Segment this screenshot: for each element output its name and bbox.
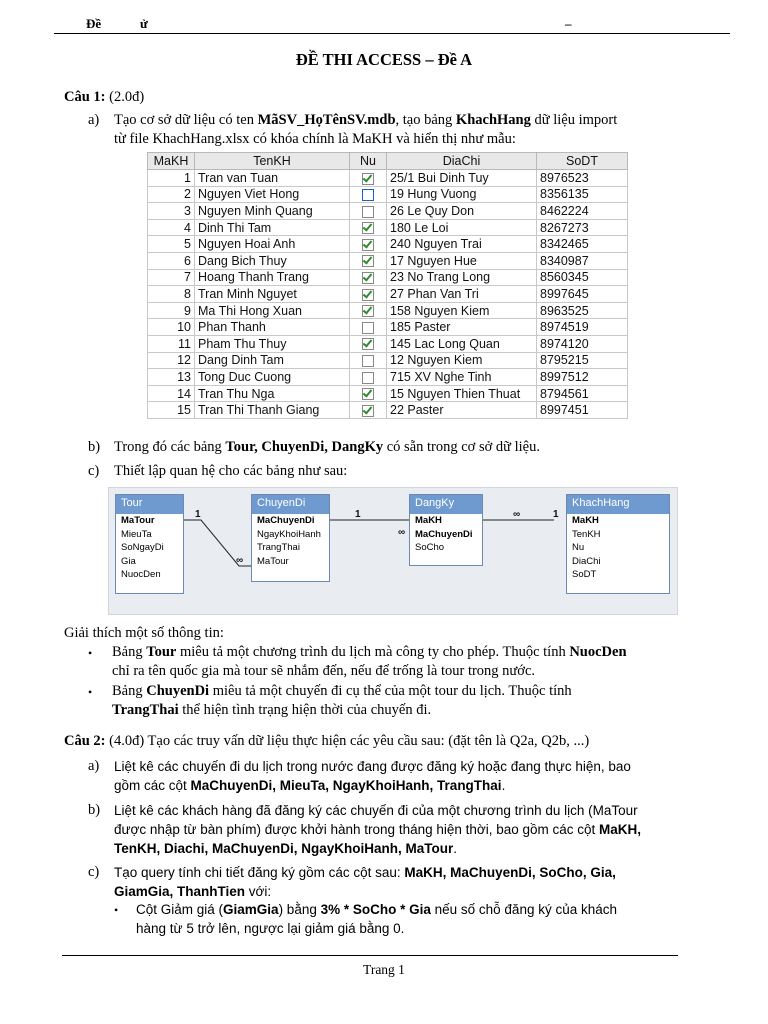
cell-nu[interactable] <box>350 335 387 352</box>
header-left: Đề <box>86 16 102 31</box>
cell-makh[interactable]: 12 <box>148 352 195 369</box>
relationship-diagram <box>108 487 678 615</box>
q2a-line2 <box>114 776 505 795</box>
table-row[interactable] <box>148 302 628 319</box>
diagram-field: MaTour <box>121 515 155 526</box>
footer-divider <box>62 955 678 956</box>
table-row[interactable] <box>148 369 628 386</box>
cell-makh[interactable]: 3 <box>148 203 195 220</box>
q2c-sub-line2: hàng từ 5 trở lên, ngược lại giảm giá bằng 0. <box>136 921 405 936</box>
q2a-line1: Liệt kê các chuyến đi du lịch trong nước đang được đăng ký hoặc đang thực hiện, bao <box>114 759 631 774</box>
q1c-letter: c) <box>88 463 100 479</box>
cell-diachi[interactable]: 19 Hung Vuong <box>387 186 537 203</box>
cell-diachi[interactable]: 158 Nguyen Kiem <box>387 302 537 319</box>
nu-checkbox[interactable] <box>362 338 374 350</box>
cell-tenkh[interactable]: Tran Thu Nga <box>195 385 350 402</box>
tour-title: Tour <box>116 495 183 514</box>
diagram-table-tour[interactable] <box>115 494 184 594</box>
diagram-field: MaKH <box>572 515 599 526</box>
cell-nu[interactable] <box>350 286 387 303</box>
q2c-t2: với: <box>245 884 272 899</box>
q2c-sub-line1 <box>136 900 617 919</box>
cell-sodt[interactable]: 8462224 <box>537 203 628 220</box>
cell-sodt[interactable]: 8795215 <box>537 352 628 369</box>
q1b-text <box>114 438 540 457</box>
cell-tenkh[interactable]: Dang Dinh Tam <box>195 352 350 369</box>
q2b-line1: Liệt kê các khách hàng đã đăng ký các chuyến đi của một chương trình du lịch (MaTour <box>114 803 638 818</box>
diagram-field: DiaChi <box>572 555 601 567</box>
q2c-t1: Tạo query tính chi tiết đăng ký gồm các cột sau: <box>114 865 405 880</box>
explain-1-t1: Bảng <box>112 644 147 660</box>
table-header-row <box>148 153 628 170</box>
cell-tenkh[interactable]: Phan Thanh <box>195 319 350 336</box>
q2c-sub-formula: 3% * SoCho * Gia <box>320 902 431 917</box>
cell-tenkh[interactable]: Nguyen Minh Quang <box>195 203 350 220</box>
diagram-field: NgayKhoiHanh <box>257 528 321 540</box>
cell-diachi[interactable]: 22 Paster <box>387 402 537 419</box>
diagram-field: MieuTa <box>121 528 152 540</box>
q1-heading <box>64 88 144 107</box>
q1a-db-name: MãSV_HọTênSV.mdb <box>257 112 396 128</box>
cell-makh[interactable]: 11 <box>148 335 195 352</box>
explain-1-tour: Tour <box>146 644 177 660</box>
cell-diachi[interactable]: 27 Phan Van Tri <box>387 286 537 303</box>
q1b-letter: b) <box>88 439 101 455</box>
cell-makh[interactable]: 2 <box>148 186 195 203</box>
diagram-field: SoNgayDi <box>121 542 164 553</box>
cell-tenkh[interactable]: Dinh Thi Tam <box>195 219 350 236</box>
q2c-line1 <box>114 863 616 882</box>
cell-makh[interactable]: 9 <box>148 302 195 319</box>
table-row[interactable] <box>148 385 628 402</box>
cell-nu[interactable] <box>350 369 387 386</box>
header-divider <box>54 33 730 34</box>
cell-sodt[interactable]: 8997645 <box>537 286 628 303</box>
cell-diachi[interactable]: 23 No Trang Long <box>387 269 537 286</box>
table-row[interactable] <box>148 219 628 236</box>
nu-checkbox[interactable] <box>362 239 374 251</box>
q2c-sub-giamgia: GiamGia <box>223 902 279 917</box>
diagram-field: MaTour <box>257 555 289 567</box>
nu-checkbox[interactable] <box>362 189 374 201</box>
nu-checkbox[interactable] <box>362 222 374 234</box>
col-tenkh[interactable]: TenKH <box>195 153 350 170</box>
cell-makh[interactable]: 14 <box>148 385 195 402</box>
q2b-t2: được nhập từ bàn phím) được khởi hành trong tháng hiện thời, bao gồm các cột <box>114 822 600 837</box>
cell-makh[interactable]: 10 <box>148 319 195 336</box>
table-row[interactable] <box>148 236 628 253</box>
khachhang-table <box>147 152 628 419</box>
q2a-letter: a) <box>88 758 100 774</box>
nu-checkbox[interactable] <box>362 322 374 334</box>
explain-item-1 <box>112 643 677 662</box>
cell-tenkh[interactable]: Hoang Thanh Trang <box>195 269 350 286</box>
page-number: Trang 1 <box>363 962 405 977</box>
rel-one-3: 1 <box>553 509 559 520</box>
cell-tenkh[interactable]: Dang Bich Thuy <box>195 252 350 269</box>
cell-tenkh[interactable]: Tong Duc Cuong <box>195 369 350 386</box>
header-right: – <box>565 16 572 31</box>
table-row[interactable] <box>148 252 628 269</box>
explain-1-t2: miêu tả một chương trình du lịch mà công ty cho phép. Thuộc tính <box>176 644 570 660</box>
q2c-sub-t3: nếu số chỗ đăng ký của khách <box>430 902 618 917</box>
explain-2-t1: Bảng <box>112 683 147 699</box>
cell-diachi[interactable]: 12 Nguyen Kiem <box>387 352 537 369</box>
diagram-field: SoCho <box>415 542 445 553</box>
q2b-line3 <box>114 839 457 858</box>
q1a-text1: Tạo cơ sở dữ liệu có ten <box>114 112 258 128</box>
q2c-cols2: GiamGia, ThanhTien <box>114 884 246 899</box>
q2b-makh: MaKH, <box>599 822 642 837</box>
q2-text: (4.0đ) Tạo các truy vấn dữ liệu thực hiện các yêu cầu sau: (đặt tên là Q2a, Q2b, ...) <box>105 733 590 749</box>
table-row[interactable] <box>148 286 628 303</box>
col-nu[interactable]: Nu <box>350 153 387 170</box>
cell-sodt[interactable]: 8560345 <box>537 269 628 286</box>
col-diachi[interactable]: DiaChi <box>387 153 537 170</box>
cell-nu[interactable] <box>350 302 387 319</box>
table-row[interactable] <box>148 170 628 187</box>
cell-nu[interactable] <box>350 269 387 286</box>
q2b-end: . <box>453 841 458 856</box>
q2b-cols: TenKH, Diachi, MaChuyenDi, NgayKhoiHanh, MaTour <box>114 841 454 856</box>
col-makh[interactable]: MaKH <box>148 153 195 170</box>
q1a-table-name: KhachHang <box>455 112 531 128</box>
cell-makh[interactable]: 4 <box>148 219 195 236</box>
q2c-sub-t1: Cột Giảm giá ( <box>136 902 224 917</box>
explain-2-trangthai: TrangThai <box>112 702 179 718</box>
q2c-sub-t2: ) bằng <box>278 902 321 917</box>
q1b-tables: Tour, ChuyenDi, DangKy <box>225 439 384 455</box>
q1a-letter: a) <box>88 112 100 128</box>
cell-makh[interactable]: 13 <box>148 369 195 386</box>
q1a-line2: từ file KhachHang.xlsx có khóa chính là MaKH và hiển thị như mẫu: <box>114 131 516 147</box>
diagram-field: TrangThai <box>257 542 300 553</box>
cell-nu[interactable] <box>350 402 387 419</box>
q2c-cols1: MaKH, MaChuyenDi, SoCho, Gia, <box>404 865 616 880</box>
q1a-text2: , tạo bảng <box>395 112 456 128</box>
nu-checkbox[interactable] <box>362 272 374 284</box>
cell-sodt[interactable]: 8340987 <box>537 252 628 269</box>
cell-diachi[interactable]: 145 Lac Long Quan <box>387 335 537 352</box>
header-mid: ử <box>140 16 148 31</box>
cell-makh[interactable]: 15 <box>148 402 195 419</box>
cell-nu[interactable] <box>350 252 387 269</box>
nu-checkbox[interactable] <box>362 388 374 400</box>
diagram-field: SoDT <box>572 569 597 580</box>
cell-diachi[interactable]: 25/1 Bui Dinh Tuy <box>387 170 537 187</box>
table-row[interactable] <box>148 319 628 336</box>
chuyendi-title: ChuyenDi <box>252 495 329 514</box>
cell-diachi[interactable]: 15 Nguyen Thien Thuat <box>387 385 537 402</box>
rel-one-1: 1 <box>195 509 201 520</box>
cell-tenkh[interactable]: Tran Thi Thanh Giang <box>195 402 350 419</box>
q2c-letter: c) <box>88 864 100 880</box>
q1-points: (2.0đ) <box>109 89 145 105</box>
cell-nu[interactable] <box>350 186 387 203</box>
table-row[interactable] <box>148 352 628 369</box>
cell-sodt[interactable]: 8997512 <box>537 369 628 386</box>
cell-sodt[interactable]: 8342465 <box>537 236 628 253</box>
table-row[interactable] <box>148 335 628 352</box>
q1c-text: Thiết lập quan hệ cho các bảng như sau: <box>114 463 348 479</box>
q2a-end: . <box>501 778 506 793</box>
explain-2-t2: miêu tả một chuyến đi cụ thể của một tour du lịch. Thuộc tính <box>209 683 572 699</box>
rel-many-3: ∞ <box>513 509 521 520</box>
cell-sodt[interactable]: 8963525 <box>537 302 628 319</box>
cell-sodt[interactable]: 8997451 <box>537 402 628 419</box>
cell-nu[interactable] <box>350 352 387 369</box>
explain-intro: Giải thích một số thông tin: <box>64 625 224 641</box>
rel-one-2: 1 <box>355 509 361 520</box>
cell-nu[interactable] <box>350 170 387 187</box>
rel-many-2: ∞ <box>398 527 406 538</box>
cell-diachi[interactable]: 240 Nguyen Trai <box>387 236 537 253</box>
cell-diachi[interactable]: 17 Nguyen Hue <box>387 252 537 269</box>
khachhang-title: KhachHang <box>567 495 669 514</box>
diagram-field: Nu <box>572 542 585 553</box>
q2a-cols: MaChuyenDi, MieuTa, NgayKhoiHanh, TrangThai <box>190 778 502 793</box>
q1b-text2: có sẵn trong cơ sở dữ liệu. <box>383 439 540 455</box>
cell-tenkh[interactable]: Tran Minh Nguyet <box>195 286 350 303</box>
bullet-1: • <box>88 646 93 660</box>
cell-sodt[interactable]: 8356135 <box>537 186 628 203</box>
q1b-text1: Trong đó các bảng <box>114 439 226 455</box>
nu-checkbox[interactable] <box>362 206 374 218</box>
cell-diachi[interactable]: 185 Paster <box>387 319 537 336</box>
explain-item-1-line2: chỉ ra tên quốc gia mà tour sẽ nhắm đến, nếu để trống là tour trong nước. <box>112 663 536 679</box>
diagram-field: TenKH <box>572 528 601 540</box>
table-row[interactable] <box>148 269 628 286</box>
cell-tenkh[interactable]: Tran van Tuan <box>195 170 350 187</box>
cell-makh[interactable]: 8 <box>148 286 195 303</box>
diagram-field: NuocDen <box>121 569 161 580</box>
cell-sodt[interactable]: 8976523 <box>537 170 628 187</box>
cell-makh[interactable]: 1 <box>148 170 195 187</box>
q2b-line2 <box>114 820 641 839</box>
q2b-letter: b) <box>88 802 101 818</box>
diagram-table-khachhang[interactable] <box>566 494 670 594</box>
cell-sodt[interactable]: 8974120 <box>537 335 628 352</box>
cell-diachi[interactable]: 26 Le Quy Don <box>387 203 537 220</box>
cell-tenkh[interactable]: Nguyen Viet Hong <box>195 186 350 203</box>
diagram-field: Gia <box>121 555 136 567</box>
cell-sodt[interactable]: 8974519 <box>537 319 628 336</box>
nu-checkbox[interactable] <box>362 305 374 317</box>
nu-checkbox[interactable] <box>362 405 374 417</box>
q2c-line2 <box>114 882 271 901</box>
explain-item-2-line2 <box>112 701 431 720</box>
page-title: ĐỀ THI ACCESS – Đề A <box>295 50 473 69</box>
q1a-line1 <box>114 111 714 130</box>
cell-diachi[interactable]: 715 XV Nghe Tinh <box>387 369 537 386</box>
q2c-bullet: • <box>114 903 119 917</box>
diagram-field: MaKH <box>415 515 442 526</box>
cell-nu[interactable] <box>350 385 387 402</box>
nu-checkbox[interactable] <box>362 173 374 185</box>
cell-diachi[interactable]: 180 Le Loi <box>387 219 537 236</box>
cell-tenkh[interactable]: Ma Thi Hong Xuan <box>195 302 350 319</box>
q2-heading <box>64 732 589 751</box>
cell-nu[interactable] <box>350 203 387 220</box>
bullet-2: • <box>88 685 93 699</box>
cell-nu[interactable] <box>350 236 387 253</box>
dangky-title: DangKy <box>410 495 482 514</box>
explain-1-nuocden: NuocDen <box>569 644 627 660</box>
rel-many-1: ∞ <box>236 555 244 566</box>
q1a-text3: dữ liệu import <box>530 112 618 128</box>
diagram-table-chuyendi[interactable] <box>251 494 330 582</box>
table-row[interactable] <box>148 203 628 220</box>
diagram-field: MaChuyenDi <box>257 515 315 526</box>
diagram-field: MaChuyenDi <box>415 528 473 540</box>
cell-tenkh[interactable]: Pham Thu Thuy <box>195 335 350 352</box>
q1-label: Câu 1: <box>64 89 106 105</box>
diagram-table-dangky[interactable] <box>409 494 483 566</box>
explain-2-t3: thể hiện tình trạng hiện thời của chuyến đi. <box>178 702 432 718</box>
nu-checkbox[interactable] <box>362 289 374 301</box>
nu-checkbox[interactable] <box>362 372 374 384</box>
cell-makh[interactable]: 7 <box>148 269 195 286</box>
q2a-t2: gồm các cột <box>114 778 191 793</box>
cell-makh[interactable]: 5 <box>148 236 195 253</box>
explain-item-2 <box>112 682 677 701</box>
cell-sodt[interactable]: 8267273 <box>537 219 628 236</box>
cell-nu[interactable] <box>350 319 387 336</box>
nu-checkbox[interactable] <box>362 355 374 367</box>
cell-sodt[interactable]: 8794561 <box>537 385 628 402</box>
explain-2-chuyendi: ChuyenDi <box>146 683 210 699</box>
cell-tenkh[interactable]: Nguyen Hoai Anh <box>195 236 350 253</box>
cell-nu[interactable] <box>350 219 387 236</box>
col-sodt[interactable]: SoDT <box>537 153 628 170</box>
cell-makh[interactable]: 6 <box>148 252 195 269</box>
table-row[interactable] <box>148 402 628 419</box>
nu-checkbox[interactable] <box>362 255 374 267</box>
q2-label: Câu 2: <box>64 733 106 749</box>
table-row[interactable] <box>148 186 628 203</box>
